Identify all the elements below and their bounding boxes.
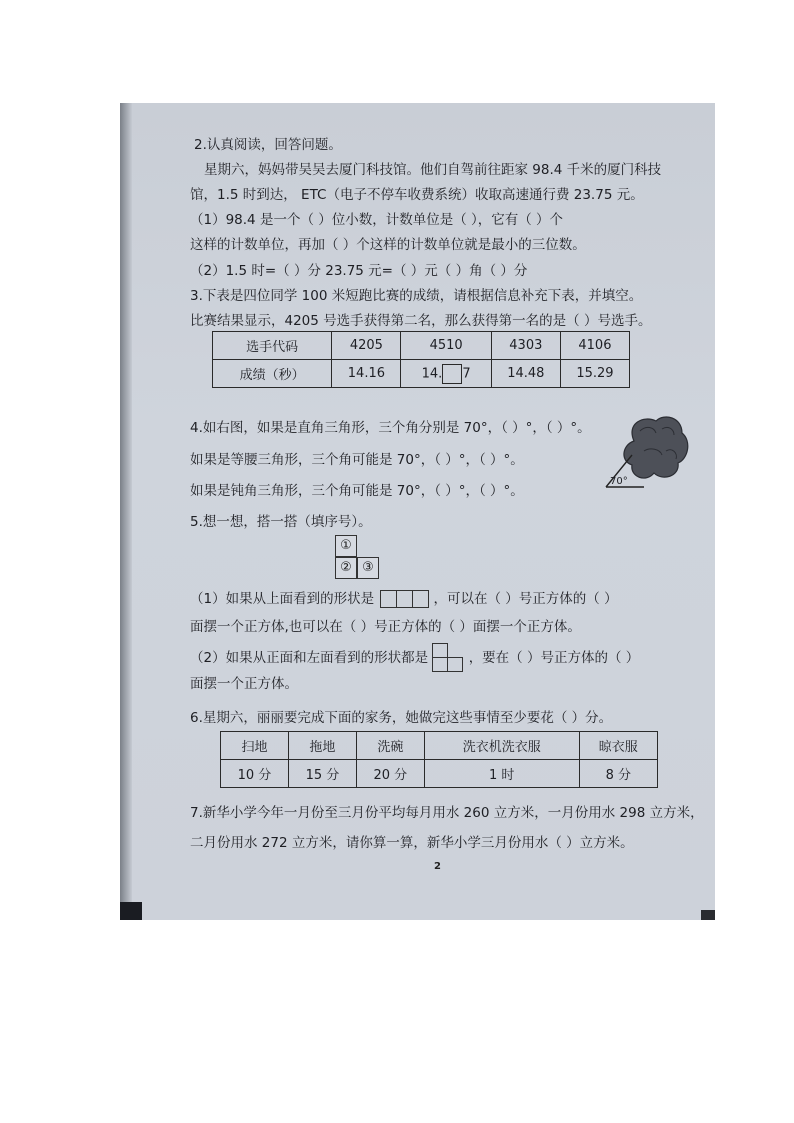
table-header-cell: 4510 — [401, 332, 491, 360]
time-cell: 15 分 — [288, 760, 356, 788]
q5-sub1-line1 — [190, 587, 618, 608]
q5-sub1-line2: 面摆一个正方体,也可以在（ ）号正方体的（ ）面摆一个正方体。 — [190, 619, 581, 635]
page-number: 2 — [434, 861, 441, 872]
q2-paragraph-line2: 馆，1.5 时到达， ETC（电子不停车收费系统）收取高速通行费 23.75 元。 — [190, 187, 644, 203]
table-row-label: 成绩（秒） — [213, 360, 332, 388]
q7-line1: 7.新华小学今年一月份至三月份平均每月用水 260 立方米，一月份用水 298 立方米， — [190, 805, 704, 821]
q2-paragraph-line1: 星期六，妈妈带吴吴去厦门科技馆。他们自驾前往距家 98.4 千米的厦门科技 — [204, 162, 662, 178]
q4-line3: 如果是钝角三角形，三个角可能是 70°，（ ）°，（ ）°。 — [190, 483, 524, 499]
q2-sub1-line2: 这样的计数单位，再加（ ）个这样的计数单位就是最小的三位数。 — [190, 237, 586, 253]
table-row — [221, 760, 658, 788]
q2-sub2: （2）1.5 时=（ ）分 23.75 元=（ ）元（ ）角（ ）分 — [190, 263, 528, 279]
time-cell: 10 分 — [221, 760, 289, 788]
q5-sub1-suffix: ，可以在（ ）号正方体的（ ） — [433, 591, 618, 607]
top-view-shape — [380, 591, 427, 607]
table-header-cell: 4106 — [560, 332, 629, 360]
score-cell: 14.48 — [491, 360, 560, 388]
q3-line1: 3.下表是四位同学 100 米短跑比赛的成绩，请根据信息补充下表，并填空。 — [190, 288, 643, 304]
score-cell: 15.29 — [560, 360, 629, 388]
q4-line1: 4.如右图，如果是直角三角形，三个角分别是 70°，（ ）°，（ ）°。 — [190, 420, 591, 436]
photo-dark-corner-right — [701, 910, 715, 920]
table-header-cell: 4205 — [332, 332, 401, 360]
race-results-table — [212, 331, 630, 388]
q5-sub2-line1 — [190, 643, 639, 673]
q5-sub2-line2: 面摆一个正方体。 — [190, 676, 298, 692]
q3-line2: 比赛结果显示，4205 号选手获得第二名，那么获得第一名的是（ ）号选手。 — [190, 313, 652, 329]
q5-sub1-prefix: （1）如果从上面看到的形状是 — [190, 591, 375, 607]
covered-triangle-figure — [604, 411, 689, 489]
table-header-cell: 4303 — [491, 332, 560, 360]
q2-sub1-line1: （1）98.4 是一个（ ）位小数，计数单位是（ ），它有（ ）个 — [190, 212, 564, 228]
q5-title: 5.想一想，搭一搭（填序号）。 — [190, 514, 372, 530]
front-left-view-shape — [432, 643, 464, 673]
page-shadow-edge — [120, 103, 132, 920]
task-cell: 拖地 — [288, 732, 356, 760]
q5-sub2-prefix: （2）如果从正面和左面看到的形状都是 — [190, 650, 429, 666]
cube-3: ③ — [357, 557, 379, 579]
table-row — [221, 732, 658, 760]
scanned-page-photo — [120, 103, 715, 920]
table-row — [213, 360, 630, 388]
q5-sub2-suffix: ，要在（ ）号正方体的（ ） — [468, 650, 640, 666]
q7-line2: 二月份用水 272 立方米，请你算一算，新华小学三月份用水（ ）立方米。 — [190, 835, 634, 851]
score-cell-with-blank — [401, 360, 491, 388]
angle-label: 70° — [610, 476, 628, 487]
task-cell: 晾衣服 — [579, 732, 657, 760]
q6-line1: 6.星期六，丽丽要完成下面的家务，她做完这些事情至少要花（ ）分。 — [190, 710, 613, 726]
time-cell: 1 时 — [424, 760, 579, 788]
table-header-cell: 选手代码 — [213, 332, 332, 360]
time-cell: 20 分 — [356, 760, 424, 788]
q4-line2: 如果是等腰三角形，三个角可能是 70°，（ ）°，（ ）°。 — [190, 452, 524, 468]
time-cell: 8 分 — [579, 760, 657, 788]
score-cell: 14.16 — [332, 360, 401, 388]
task-cell: 扫地 — [221, 732, 289, 760]
chores-table — [220, 731, 658, 788]
ink-blot-shape — [624, 417, 688, 478]
score-prefix: 14. — [421, 366, 443, 381]
score-suffix: 7 — [462, 366, 471, 381]
q2-title: 2.认真阅读，回答问题。 — [194, 137, 342, 153]
task-cell: 洗衣机洗衣服 — [424, 732, 579, 760]
photo-dark-corner-left — [120, 902, 142, 920]
cube-1: ① — [335, 535, 357, 557]
answer-box — [442, 364, 462, 384]
task-cell: 洗碗 — [356, 732, 424, 760]
cube-2: ② — [335, 557, 357, 579]
table-row — [213, 332, 630, 360]
